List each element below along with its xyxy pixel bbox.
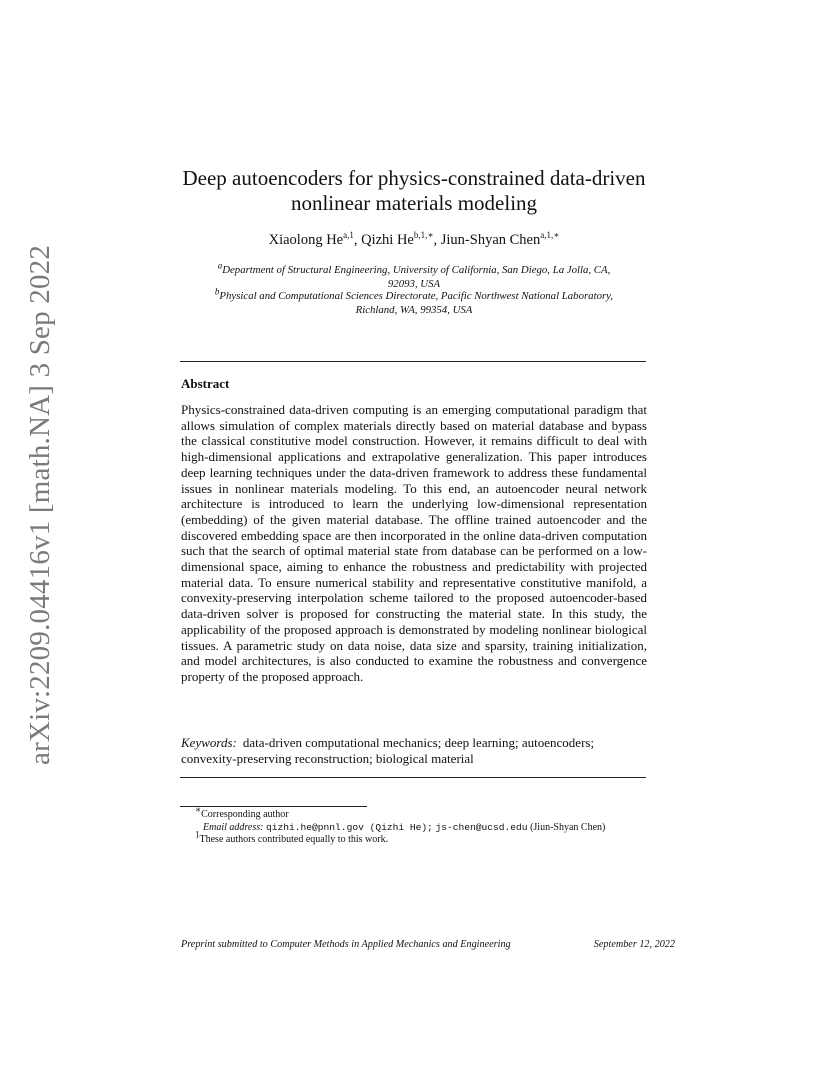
abstract-text: Physics-constrained data-driven computing is an emerging computational paradigm that allows simulation of complex materials directly based on material database and bypass the classical constitutive model construction. However, it remains difficult to deal with high-dimensional applications and extrapolative generalization. This paper introduces deep learning techniques under the data-driven framework to address these fundamental issues in nonlinear materials modeling. To this end, an autoencoder neural network architecture is introduced to learn the underlying low-dimensional representation (embedding) of the given material database. The offline trained autoencoder and the discovered embedding space are then incorporated in the online data-driven computation such that the search of optimal material state from database can be performed on a low-dimensional space, aiming to enhance the robustness and predictability with projected material data. To ensure numerical stability and representative constitutive manifold, a convexity-preserving interpolation scheme tailored to the proposed autoencoder-based data-driven solver is proposed for constructing the material state. In this study, the applicability of the proposed approach is demonstrated by modeling nonlinear biological tissues. A parametric study on data noise, data size and sparsity, training initialization, and model architectures, is also conducted to examine the robustness and convergence property of the proposed approach. bbox=[181, 402, 647, 684]
affiliation-line: Physical and Computational Sciences Directorate, Pacific Northwest National Laboratory, bbox=[219, 290, 614, 302]
title-line-1: Deep autoencoders for physics-constrained data-driven bbox=[182, 166, 646, 190]
footnote-mark: ∗ bbox=[195, 804, 202, 815]
author-name: Qizhi He bbox=[361, 232, 414, 248]
email-label: Email address: bbox=[203, 821, 264, 833]
paper-title bbox=[150, 166, 678, 216]
author-affiliation-mark: a,1,∗ bbox=[540, 230, 560, 241]
footnote-equal-contribution bbox=[195, 829, 605, 847]
footnote-text: These authors contributed equally to this work. bbox=[199, 834, 389, 846]
affiliation-line: 92093, USA bbox=[387, 277, 441, 290]
author-affiliation-mark: a,1 bbox=[343, 230, 354, 241]
footnote-rule bbox=[180, 806, 367, 807]
preprint-date: September 12, 2022 bbox=[593, 939, 675, 950]
author-name: Xiaolong He bbox=[268, 232, 344, 248]
author-name: Jiun-Shyan Chen bbox=[440, 232, 541, 248]
footnote-email bbox=[195, 822, 605, 835]
footnotes bbox=[195, 804, 606, 847]
email-owner: (Jiun-Shyan Chen) bbox=[530, 821, 606, 833]
affiliation-line: Department of Structural Engineering, University of California, San Diego, La Jolla, CA, bbox=[222, 264, 611, 276]
preprint-footer bbox=[181, 939, 675, 950]
email-link[interactable]: qizhi.he@pnnl.gov (Qizhi He); bbox=[265, 821, 433, 833]
author-list: Xiaolong He$^{a,1}$, Qizhi $He^{b,1,∗}$, Jiun-Shyan Chen$^{a,1,∗}$ bbox=[268, 230, 560, 248]
keywords-label: Keywords: bbox=[181, 735, 237, 750]
affiliation-mark: b bbox=[214, 286, 220, 297]
arxiv-identifier: arXiv:2209.04416v1 [math.NA] 3 Sep 2022 bbox=[24, 244, 56, 765]
affiliation-a bbox=[180, 260, 648, 291]
author-affiliation-mark: b,1,∗ bbox=[413, 230, 434, 241]
keywords-text: data-driven computational mechanics; deep learning; autoencoders; convexity-preserving reconstruction; biological material bbox=[181, 735, 595, 766]
affiliation-mark: a bbox=[217, 260, 223, 271]
footnote-text: Corresponding author bbox=[201, 809, 289, 820]
abstract-heading: Abstract bbox=[181, 376, 230, 391]
affiliation-b bbox=[180, 286, 648, 317]
email-link[interactable]: js-chen@ucsd.edu bbox=[435, 821, 528, 833]
abstract-bottom-rule bbox=[180, 777, 646, 778]
affiliation-line: Richland, WA, 99354, USA bbox=[355, 303, 473, 316]
keywords bbox=[181, 735, 647, 766]
footnote-corresponding bbox=[195, 804, 605, 822]
title-line-2: nonlinear materials modeling bbox=[290, 191, 538, 215]
footnote-mark: 1 bbox=[195, 829, 200, 840]
preprint-note: Preprint submitted to Computer Methods in Applied Mechanics and Engineering bbox=[181, 939, 511, 950]
abstract-top-rule bbox=[180, 361, 646, 362]
